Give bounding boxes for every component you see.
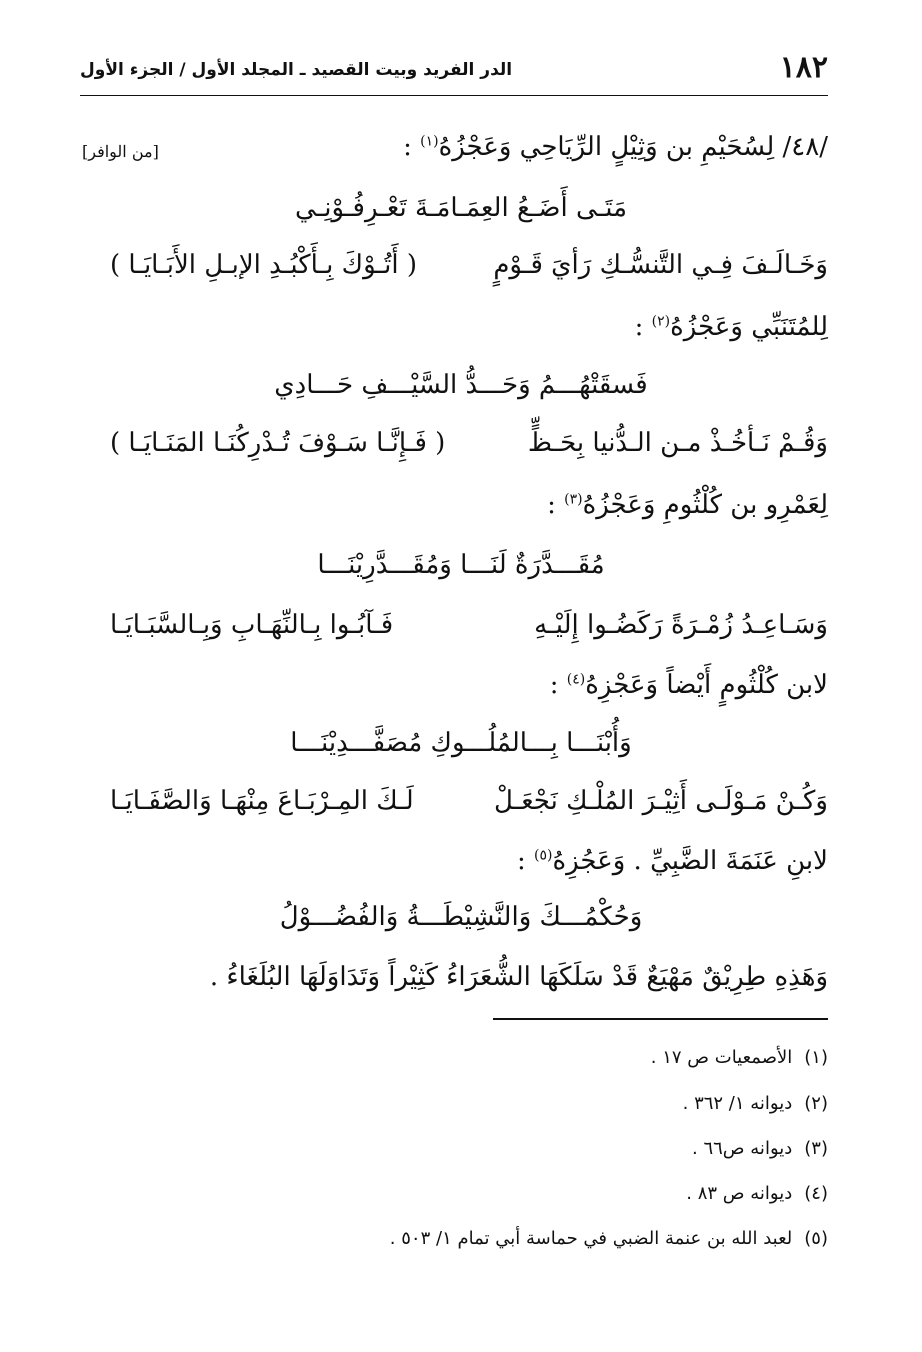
header-rule	[80, 95, 828, 96]
hemistich-4: وَأُبْنَـــا بِـــالمُلُـــوكِ مُصَفَّـــدِيْنَـــا	[290, 728, 632, 758]
footnote-ref-3: (٣)	[564, 491, 583, 508]
intro-3-text: لِعَمْرِو بن كُلْثُومِ وَعَجْزُهُ	[582, 490, 828, 520]
entry-intro-text: /٤٨/ لِسُحَيْمِ بن وَثِيْلٍ الرِّيَاحِي وَعَجْزُهُ	[438, 132, 828, 162]
page-number: ١٨٢	[779, 50, 828, 85]
intro-3-colon: :	[547, 490, 556, 520]
footnote-1-text: الأصمعيات ص ١٧ .	[650, 1047, 793, 1068]
verse-4-first: وَكُـنْ مَـوْلَـى أَثِيْـرَ المُلْـكِ نَجْعَـلْ	[493, 786, 828, 816]
intro-5	[517, 846, 828, 877]
verse-4	[110, 786, 828, 816]
footnote-4-text: ديوانه ص ٨٣ .	[686, 1183, 793, 1204]
intro-2-colon: :	[634, 312, 644, 342]
footnote-5-num: (٥)	[804, 1228, 828, 1249]
page-header	[80, 48, 828, 88]
verse-2-second: ( فَـإِنَّـا سَـوْفَ تُـدْرِكُنَـا المَنَـايَـا )	[110, 428, 446, 458]
verse-2	[110, 428, 828, 458]
verse-1	[110, 250, 828, 280]
intro-2-text: لِلمُتَنَبِّي وَعَجْزُهُ	[670, 312, 828, 342]
footnote-2-num: (٢)	[804, 1093, 828, 1114]
footnote-ref-4: (٤)	[566, 671, 586, 688]
footnote-1-num: (١)	[804, 1047, 828, 1068]
footnote-ref-2: (٢)	[651, 313, 671, 330]
intro-5-text: لابنِ عَنَمَةَ الضَّبِيِّ . وَعَجُزِهُ	[552, 846, 828, 876]
footnote-3-num: (٣)	[804, 1138, 828, 1159]
hemistich-1: مَتَـى أَضَـعُ العِمَـامَـةَ تَعْـرِفُـوْنِـي	[294, 193, 628, 223]
footnote-3	[692, 1138, 828, 1159]
intro-4	[550, 670, 828, 701]
verse-3	[110, 610, 828, 640]
running-head: الدر الفريد وبيت القصيد ـ المجلد الأول / الجزء الأول	[80, 60, 513, 80]
footnote-ref-5: (٥)	[533, 847, 553, 864]
intro-2	[635, 312, 828, 343]
verse-3-first: وَسَـاعِـدُ زُمْـرَةً رَكَضُـوا إِلَيْـهِ	[534, 610, 828, 640]
footnote-4	[686, 1183, 828, 1204]
footnote-5-text: لعبد الله بن عنمة الضبي في حماسة أبي تمام ١/ ٥٠٣ .	[389, 1228, 793, 1249]
entry-colon: :	[403, 132, 412, 162]
meter-label: [من الوافر]	[82, 142, 159, 161]
footnote-ref-1: (١)	[420, 133, 439, 150]
hemistich-5: وَحُكْمُـــكَ وَالنَّشِيْطَـــةُ وَالفُضُـــوْلُ	[279, 902, 643, 932]
intro-5-colon: :	[516, 846, 526, 876]
verse-1-first: وَخَـالَـفَ فِـي التَّنسُّـكِ رَأيَ قَـوْمٍ	[493, 250, 828, 280]
intro-4-colon: :	[549, 670, 559, 700]
footnote-1	[651, 1047, 828, 1068]
footnote-2	[683, 1093, 828, 1114]
verse-4-second: لَـكَ المِـرْبَـاعَ مِنْهَـا وَالصَّفَـايَـا	[110, 786, 414, 816]
verse-2-first: وَقُـمْ نَـأخُـذْ مـن الـدُّنيا بِحَـظٍّ	[527, 428, 828, 458]
footnote-4-num: (٤)	[804, 1183, 828, 1204]
hemistich-3: مُقَـــدَّرَةٌ لَنَـــا وَمُقَـــدَّرِيْنَـــا	[317, 550, 605, 580]
intro-4-text: لابن كُلْثُومٍ أَيْضاً وَعَجْزِهُ	[585, 670, 828, 700]
verse-1-second: ( أَتُـوْكَ بِـأَكْبُـدِ الإبـلِ الأَبَـايَـا )	[110, 250, 418, 280]
hemistich-2: فَسقَتْهُـــمُ وَحَـــدُّ السَّيْـــفِ حَـــادِي	[274, 370, 648, 400]
closing-sentence: وَهَذِهِ طِرِيْقٌ مَهْيَعٌ قَدْ سَلَكَهَا الشُّعَرَاءُ كَثِيْراً وَتَدَاوَلَهَا البُلَغَاءُ .	[209, 962, 828, 992]
footnote-5	[390, 1228, 828, 1249]
verse-3-second: فَـآبُـوا بِـالنِّهَـابِ وَبِـالسَّبَـايَـا	[110, 610, 394, 640]
footnote-3-text: ديوانه ص٦٦ .	[692, 1138, 793, 1159]
entry-intro	[403, 132, 828, 163]
intro-3	[547, 490, 828, 521]
footnote-rule	[493, 1018, 828, 1020]
footnote-2-text: ديوانه ١/ ٣٦٢ .	[682, 1093, 793, 1114]
